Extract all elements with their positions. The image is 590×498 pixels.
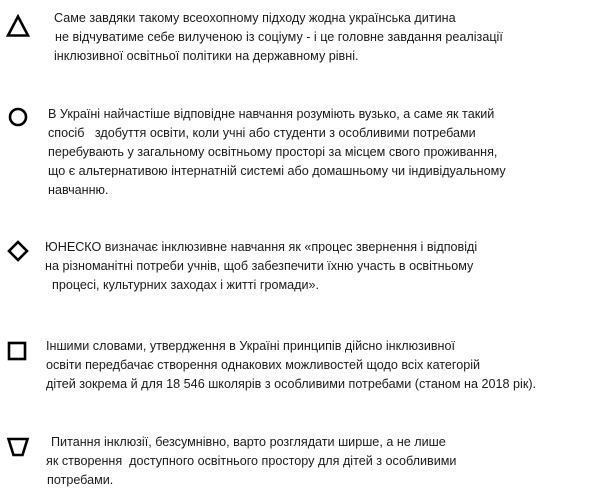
trapezoid-down-icon [6, 436, 30, 458]
text-line: потребами. [47, 473, 114, 487]
text-line: навчанню. [48, 183, 109, 197]
paragraph-text [46, 337, 536, 394]
text-line: не відчуватиме себе вилученою із соціуму - і це головне завдання реалізації [55, 30, 503, 44]
text-line: дітей зокрема й для 18 546 школярів з особливими потребами (станом на 2018 рік). [46, 377, 537, 391]
diamond-icon [6, 239, 30, 263]
text-line: на різноманітні потреби учнів, щоб забезпечити їхню участь в освітньому [45, 259, 474, 273]
text-line: Саме завдяки такому всеохопному підходу жодна українська дитина [54, 11, 456, 25]
text-line: процесі, культурних заходах і житті громади». [52, 278, 319, 292]
text-line: ЮНЕСКО визначає інклюзивне навчання як «процес звернення і відповіді [45, 240, 478, 254]
text-line: Іншими словами, утвердження в Україні принципів дійсно інклюзивної [46, 339, 456, 353]
triangle-up-icon [6, 14, 30, 38]
square-icon [6, 340, 28, 362]
text-line: перебувають у загальному освітньому просторі за місцем свого проживання, [48, 145, 498, 159]
text-line: освіти передбачає створення однакових можливостей щодо всіх категорій [46, 358, 481, 372]
paragraph-text [54, 9, 503, 66]
text-line: що є альтернативою інтернатній системі або домашньому чи індивідуальному [48, 164, 506, 178]
paragraph-text [48, 105, 506, 200]
text-line: Питання інклюзії, безсумнівно, варто розглядати ширше, а не лише [51, 435, 446, 449]
paragraph-text [46, 433, 457, 490]
paragraph-text [45, 238, 477, 295]
circle-icon [7, 106, 29, 128]
text-line: В Україні найчастіше відповідне навчання розуміють вузько, а саме як такий [48, 107, 495, 121]
text-line: як створення доступного освітнього простору для дітей з особливими [46, 454, 457, 468]
text-line: спосіб здобуття освіти, коли учні або студенти з особливими потребами [48, 126, 476, 140]
text-line: інклюзивної освітньої політики на державному рівні. [54, 49, 359, 63]
